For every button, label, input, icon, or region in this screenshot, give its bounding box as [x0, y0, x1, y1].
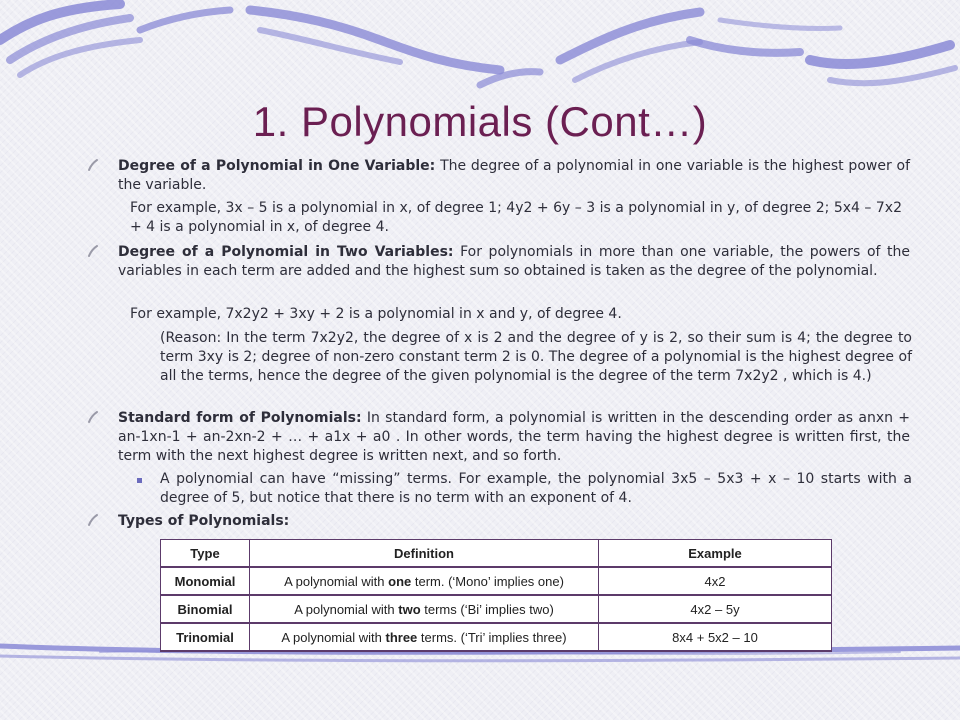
- table-row: [161, 567, 832, 595]
- table-row: [161, 623, 832, 651]
- degree-one-variable-example: [130, 199, 902, 237]
- degree-one-example-text: For example, 3x – 5 is a polynomial in x, of degree 1; 4y2 + 6y – 3 is a polynomial in y, of degree 2; 5x4 – 7x2 + 4 is a polynomial in x, of degree 4.: [130, 200, 902, 235]
- degree-one-variable-paragraph: [118, 157, 910, 195]
- types-heading-text: Types of Polynomials:: [118, 513, 290, 529]
- type-cell: Monomial: [161, 567, 250, 595]
- missing-terms-paragraph: A polynomial can have “missing” terms. For example, the polynomial 3x5 – 5x3 + x – 10 starts with a degree of 5, but notice that there is no term with an exponent of 4.: [160, 471, 912, 506]
- decorative-swoosh-top: [0, 0, 960, 100]
- square-bullet-icon: [137, 478, 142, 483]
- example-cell: 8x4 + 5x2 – 10: [599, 623, 832, 651]
- types-heading: [118, 512, 518, 531]
- polynomial-types-table: [160, 539, 832, 652]
- degree-two-variables-paragraph: [118, 243, 910, 281]
- table-row: [161, 595, 832, 623]
- definition-cell: A polynomial with two terms (‘Bi’ implies two): [250, 595, 599, 623]
- pen-stroke-bullet-icon: [87, 410, 99, 424]
- definition-cell: A polynomial with one term. (‘Mono’ implies one): [250, 567, 599, 595]
- standard-form-text: In standard form, a polynomial is written in the descending order as anxn + an-1xn-1 + an-2xn-2 + … + a1x + a0 . In other words, the term having the highest degree is written first, the term with the next highest degree is written next, and so forth.: [118, 410, 911, 464]
- standard-form-heading: Standard form of Polynomials:: [118, 410, 362, 426]
- pen-stroke-bullet-icon: [87, 158, 99, 172]
- definition-cell: A polynomial with three terms. (‘Tri’ implies three): [250, 623, 599, 651]
- pen-stroke-bullet-icon: [87, 244, 99, 258]
- degree-two-variables-text: For polynomials in more than one variable, the powers of the variables in each term are added and the highest sum so obtained is taken as the degree of the polynomial.: [118, 244, 910, 279]
- pen-stroke-bullet-icon: [87, 513, 99, 527]
- degree-one-variable-heading: Degree of a Polynomial in One Variable:: [118, 158, 436, 174]
- degree-two-variables-example: For example, 7x2y2 + 3xy + 2 is a polynomial in x and y, of degree 4.: [130, 306, 622, 322]
- degree-two-variables-heading: Degree of a Polynomial in Two Variables:: [118, 244, 454, 260]
- header-example: Example: [599, 540, 832, 568]
- table-header-row: [161, 540, 832, 568]
- type-cell: Binomial: [161, 595, 250, 623]
- example-cell: 4x2: [599, 567, 832, 595]
- header-type: Type: [161, 540, 250, 568]
- degree-two-variables-reason: (Reason: In the term 7x2y2, the degree of x is 2 and the degree of y is 2, so their sum is 4; the degree to term 3xy is 2; degree of non-zero constant term 2 is 0. The degree of a polynomial is the highest degree of all the terms, hence the degree of the given polynomial is the degree of the term 7x2y2 , which is 4.): [160, 330, 912, 384]
- type-cell: Trinomial: [161, 623, 250, 651]
- degree-one-variable-text: The degree of a polynomial in one variable is the highest power of the variable.: [118, 158, 911, 193]
- header-definition: Definition: [250, 540, 599, 568]
- slide-title: 1. Polynomials (Cont…): [252, 98, 708, 145]
- standard-form-paragraph: [118, 409, 910, 466]
- example-cell: 4x2 – 5y: [599, 595, 832, 623]
